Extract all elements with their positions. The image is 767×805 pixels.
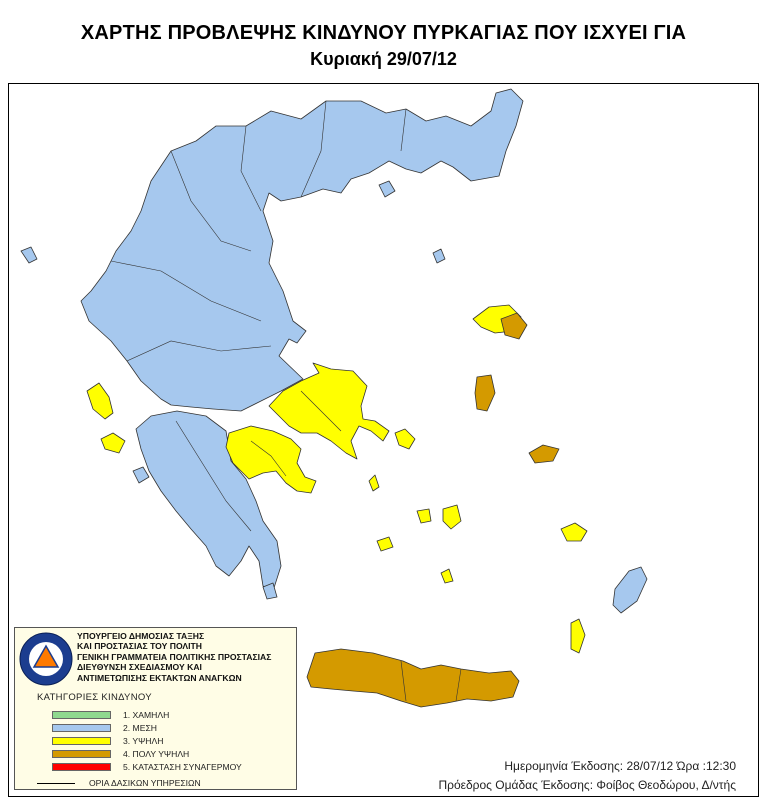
issue-date: Ημερομηνία Έκδοσης: 28/07/12 Ώρα :12:30	[504, 759, 736, 773]
legend-swatch-low	[52, 711, 111, 719]
legend-item-alarm: 5. ΚΑΤΑΣΤΑΣΗ ΣΥΝΑΓΕΡΜΟΥ	[52, 762, 242, 772]
legend-swatch-very-high	[52, 750, 111, 758]
region-mainland-medium	[81, 89, 523, 411]
legend-item-high: 3. ΥΨΗΛΗ	[52, 736, 163, 746]
island-naxos	[443, 505, 461, 529]
map-title: ΧΑΡΤΗΣ ΠΡΟΒΛΕΨΗΣ ΚΙΝΔΥΝΟΥ ΠΥΡΚΑΓΙΑΣ ΠΟΥ ΙΣΧΥΕΙ ΓΙΑ	[80, 22, 687, 44]
island-dodecanese	[561, 523, 587, 541]
island-samothraki	[433, 249, 445, 263]
issue-chair: Πρόεδρος Ομάδας Έκδοσης: Φοίβος Θεοδώρου, Δ/ντής	[438, 778, 736, 792]
legend-item-low: 1. ΧΑΜΗΛΗ	[52, 710, 169, 720]
island-andros	[369, 475, 379, 491]
legend-swatch-medium	[52, 724, 111, 732]
forecast-date: Κυριακή 29/07/12	[310, 49, 457, 69]
legend-swatch-alarm	[52, 763, 111, 771]
island-santorini	[441, 569, 453, 583]
legend-panel	[14, 627, 297, 790]
island-zakynthos	[133, 467, 149, 483]
legend-item-forest-boundaries: ΟΡΙΑ ΔΑΣΙΚΩΝ ΥΠΗΡΕΣΙΩΝ	[37, 778, 201, 788]
island-corfu	[21, 247, 37, 263]
island-skyros	[395, 429, 415, 449]
island-kefalonia	[101, 433, 125, 453]
island-rhodes	[613, 567, 647, 613]
boundary-line-sample	[37, 783, 75, 784]
island-thasos	[379, 181, 395, 197]
island-lefkada	[87, 383, 113, 419]
island-milos	[377, 537, 393, 551]
civil-protection-emblem-icon	[19, 632, 73, 686]
island-paros	[417, 509, 431, 523]
legend-swatch-high	[52, 737, 111, 745]
issuing-organization: ΥΠΟΥΡΓΕΙΟ ΔΗΜΟΣΙΑΣ ΤΑΞΗΣ ΚΑΙ ΠΡΟΣΤΑΣΙΑΣ ΤΟΥ ΠΟΛΙΤΗ ΓΕΝΙΚΗ ΓΡΑΜΜΑΤΕΙΑ ΠΟΛΙΤΙΚΗΣ ΠΡΟΣΤΑΣΙΑΣ ΔΙΕΥΘΥΝΣΗ ΣΧΕΔΙΑΣΜΟΥ ΚΑΙ ΑΝΤΙΜΕΤΩΠΙΣΗΣ ΕΚΤΑΚΤΩΝ ΑΝΑΓΚΩΝ	[77, 631, 272, 683]
risk-categories-title: ΚΑΤΗΓΟΡΙΕΣ ΚΙΝΔΥΝΟΥ	[37, 692, 152, 703]
island-karpathos	[571, 619, 585, 653]
legend-item-medium: 2. ΜΕΣΗ	[52, 723, 157, 733]
island-crete	[307, 649, 519, 707]
island-samos	[529, 445, 559, 463]
legend-item-very-high: 4. ΠΟΛΥ ΥΨΗΛΗ	[52, 749, 189, 759]
island-chios	[475, 375, 495, 411]
